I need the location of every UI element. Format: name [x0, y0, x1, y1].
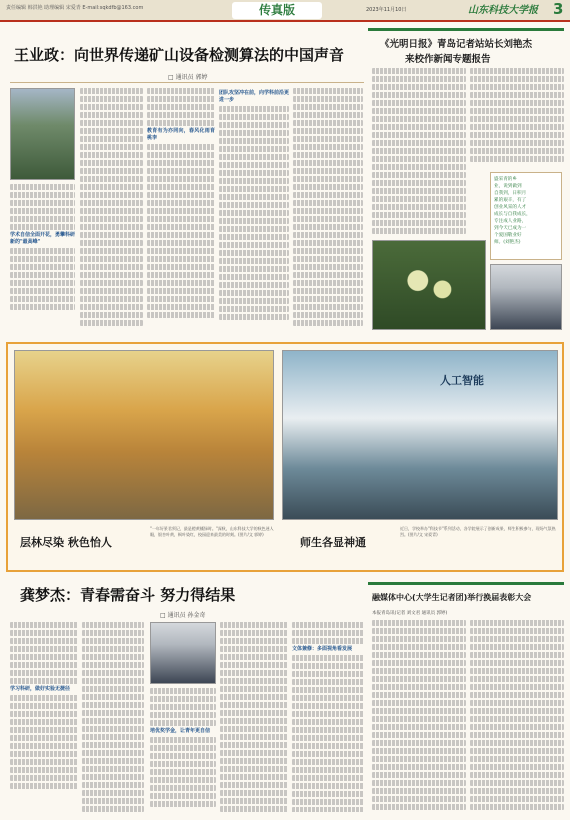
bottom-text-col-4	[220, 622, 288, 812]
subhead-3: 团队攻坚冲在前，向学科前沿更进一步	[219, 90, 289, 103]
subhead-2: 教育有为亦同向，春风化雨育桃李	[147, 128, 215, 141]
quote-line: 创业风采的人才	[494, 205, 527, 210]
bottom-headline: 龚梦杰：青春需奋斗 努力得结果	[20, 586, 236, 604]
portrait-photo	[10, 88, 75, 180]
right-bottom-col-1	[372, 620, 466, 812]
right-bottom-byline: 本报青岛讯(记者 刘文君 通讯员 郭婷)	[372, 611, 448, 616]
bottom-subhead-2: 培优奖学金，让青年更自信	[150, 728, 211, 734]
accent-bar	[368, 28, 564, 31]
bottom-text-col-5	[292, 622, 364, 812]
lecture-photo	[490, 264, 562, 330]
page-number: 3	[553, 0, 564, 18]
right-bottom-headline: 融媒体中心(大学生记者团)举行换届表彰大会	[372, 593, 532, 602]
quote-line: 自我到，日积月	[494, 191, 527, 196]
quote-box	[490, 172, 562, 260]
text-column-5	[293, 88, 363, 329]
fruit-photo	[372, 240, 486, 330]
text-column-1	[10, 184, 75, 329]
main-byline: □ 通讯员 郭婷	[168, 74, 208, 81]
divider	[10, 82, 364, 83]
bottom-text-col-3	[150, 688, 216, 812]
quote-line: 专注成人业路，	[494, 219, 527, 224]
right-photo-text: 近日，学校举办"科技节"系列活动，各学院展示了创新成果，师生积极参与，现场气氛热烈。(图片/文 宋爱青)	[400, 526, 556, 537]
main-headline: 王业政：向世界传递矿山设备检测算法的中国声音	[14, 46, 345, 64]
quote-line: 到今天已成为一	[494, 226, 527, 231]
bottom-subhead-1: 学习科研，做好实验无捷径	[10, 686, 71, 692]
right-headline: 《光明日报》青岛记者站站长刘艳杰	[380, 39, 533, 50]
autumn-campus-photo	[14, 350, 274, 520]
quote-line: 累的艰辛，有了	[494, 198, 527, 203]
newspaper-brand: 山东科技大学报	[468, 5, 538, 16]
bottom-text-col-1	[10, 622, 78, 812]
quote-line: 业，说到做到	[494, 184, 522, 189]
bottom-subhead-3: 文体兼修：多面视角看发展	[292, 646, 353, 652]
quote-line: 师。(刘艳杰)	[494, 240, 521, 245]
section-title: 传真版	[232, 2, 322, 19]
right-photo-caption: 师生各显神通	[300, 536, 366, 549]
right-headline-line2: 来校作新闻专题报告	[405, 54, 491, 65]
right-text-col-2	[470, 68, 564, 168]
text-column-2	[80, 88, 143, 329]
text-column-3	[147, 88, 215, 329]
text-column-4	[219, 88, 289, 329]
booth-sign: 人工智能	[440, 374, 484, 387]
student-photo	[150, 622, 216, 684]
left-photo-caption: 层林尽染 秋色怡人	[20, 536, 112, 549]
subhead-1: 学术自信全面开花，勇攀科研新的"最高峰"	[10, 232, 75, 245]
right-bottom-col-2	[470, 620, 564, 812]
right-text-col-1	[372, 68, 466, 236]
bottom-byline: □ 通讯员 孙金奇	[160, 612, 206, 619]
quote-line: 成长与自我成长，	[494, 212, 531, 217]
quote-line: 个爱国敬业好	[494, 233, 522, 238]
tech-fair-photo	[282, 350, 558, 520]
quote-line: 盛采青的乡	[494, 177, 517, 182]
accent-bar-bottom	[368, 582, 564, 585]
left-photo-text: "一年好景君须记，最是橙黄橘绿时。"深秋，山东科技大学的秋色迷人眼，银杏叶黄，枫叶染红，校园迎来最美的时刻。(图片/文 郭婷)	[150, 526, 274, 537]
issue-date: 2023年11月10日	[366, 7, 407, 13]
editor-info: 责任编辑 韩洪艳 助理编辑 宋爱青 E-mail:sqkdfb@163.com	[6, 5, 144, 11]
bottom-text-col-2	[82, 622, 144, 812]
